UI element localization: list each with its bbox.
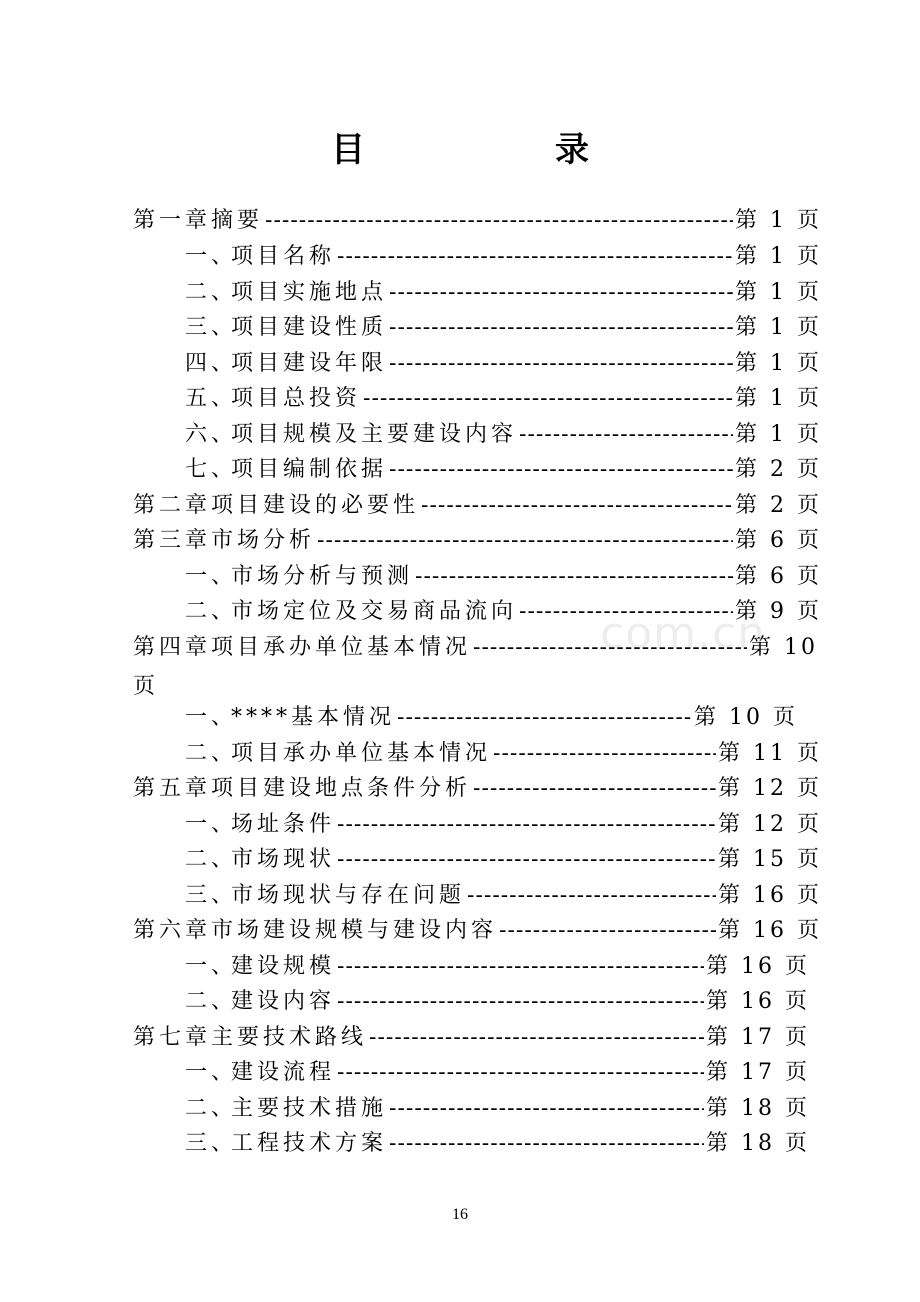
toc-entry-label: 项目名称 <box>231 244 336 269</box>
toc-entry-label: 项目规模及主要建设内容 <box>231 422 518 447</box>
toc-entry-leader <box>337 808 716 842</box>
toc-entry-page: 第 2 页 <box>735 457 822 482</box>
toc-entry-page: 第 17 页 <box>706 1060 810 1085</box>
toc-entry-page: 第 16 页 <box>718 883 822 908</box>
toc-entry <box>185 1056 810 1090</box>
toc-entry-leader <box>337 950 704 984</box>
toc-entry-number: 二、 <box>185 847 238 872</box>
toc-entry-page: 第 1 页 <box>735 244 822 269</box>
toc-entry-page: 第 1 页 <box>735 351 822 376</box>
toc-entry-number: 二、 <box>185 1096 238 1121</box>
toc-entry-number: 二、 <box>185 599 238 624</box>
toc-entry-label: 市场定位及交易商品流向 <box>231 599 518 624</box>
toc-entry-leader <box>337 985 704 1019</box>
toc-entry-page: 第 15 页 <box>718 847 822 872</box>
toc-entry-number: 一、 <box>185 564 238 589</box>
toc-entry-leader <box>389 1092 704 1126</box>
toc-entry <box>133 204 822 238</box>
toc-entry <box>185 311 822 345</box>
toc-entry-leader <box>389 453 733 487</box>
toc-entry <box>185 418 822 452</box>
toc-entry-label: 主要技术措施 <box>231 1096 388 1121</box>
toc-entry-label: 建设流程 <box>231 1060 336 1085</box>
toc-entry-number: 三、 <box>185 315 238 340</box>
toc-entry-leader <box>499 914 716 948</box>
toc-entry <box>133 914 822 948</box>
toc-entry-leader <box>389 1127 704 1161</box>
toc-entry-label: 项目实施地点 <box>231 280 388 305</box>
toc-entry-leader <box>519 418 733 452</box>
toc-entry <box>185 737 822 771</box>
toc-entry-number: 六、 <box>185 422 238 447</box>
toc-entry-number: 第七章 <box>133 1025 212 1050</box>
toc-entry-page: 第 18 页 <box>706 1096 810 1121</box>
toc-entry-page: 第 6 页 <box>735 528 822 553</box>
toc-entry-page: 第 1 页 <box>735 208 822 233</box>
toc-entry-number: 一、 <box>185 244 238 269</box>
toc-entry-number: 二、 <box>185 989 238 1014</box>
toc-entry-leader <box>493 737 716 771</box>
toc-entry <box>133 489 822 523</box>
toc-entry-number: 第二章 <box>133 493 212 518</box>
toc-entry-leader <box>389 311 733 345</box>
toc-entry-label: 市场现状 <box>231 847 336 872</box>
toc-entry-leader <box>519 595 733 629</box>
toc-entry-label: 项目承办单位基本情况 <box>231 741 492 766</box>
toc-entry-number: 四、 <box>185 351 238 376</box>
toc-entry <box>133 524 822 558</box>
toc-entry-leader <box>265 204 733 238</box>
toc-entry-number: 第五章 <box>133 776 212 801</box>
watermark-text: com.cn <box>600 608 767 659</box>
toc-entry <box>133 772 822 806</box>
toc-entry-leader <box>397 701 692 735</box>
toc-entry-page: 第 1 页 <box>735 422 822 447</box>
toc-entry-leader <box>421 489 733 523</box>
toc-entry <box>185 453 822 487</box>
toc-entry-label: ****基本情况 <box>231 705 396 730</box>
page-title: 目 录 <box>331 130 667 170</box>
toc-entry-leader <box>337 240 733 274</box>
toc-entry-page: 第 12 页 <box>718 812 822 837</box>
toc-entry-number: 一、 <box>185 705 238 730</box>
toc-entry-leader <box>473 631 747 665</box>
toc-entry-leader <box>389 347 733 381</box>
toc-entry-page: 第 12 页 <box>718 776 822 801</box>
toc-entry-number: 第三章 <box>133 528 212 553</box>
toc-entry-page: 第 6 页 <box>735 564 822 589</box>
toc-entry-leader <box>363 382 733 416</box>
toc-entry-leader <box>415 560 733 594</box>
toc-entry-page: 第 16 页 <box>718 918 822 943</box>
toc-entry <box>185 701 798 735</box>
toc-entry <box>133 631 818 665</box>
toc-entry-number: 七、 <box>185 457 238 482</box>
toc-entry-page: 第 2 页 <box>735 493 822 518</box>
toc-entry <box>185 950 810 984</box>
toc-entry-page: 第 1 页 <box>735 315 822 340</box>
toc-entry-label: 市场现状与存在问题 <box>231 883 466 908</box>
page-number: 16 <box>452 1206 468 1223</box>
toc-entry-number: 三、 <box>185 1131 238 1156</box>
toc-entry <box>185 808 822 842</box>
toc-entry <box>185 276 822 310</box>
toc-entry-page: 第 1 页 <box>735 280 822 305</box>
toc-entry <box>185 1127 810 1161</box>
toc-entry-label: 项目编制依据 <box>231 457 388 482</box>
toc-entry-leader <box>317 524 733 558</box>
toc-entry-page: 第 10 页 <box>694 705 798 730</box>
toc-entry-label: 主要技术路线 <box>211 1025 368 1050</box>
toc-entry-number: 第四章 <box>133 635 212 660</box>
toc-entry-label: 市场建设规模与建设内容 <box>211 918 498 943</box>
toc-entry-label: 工程技术方案 <box>231 1131 388 1156</box>
toc-entry <box>185 382 822 416</box>
toc-entry-label: 建设规模 <box>231 954 336 979</box>
toc-entry <box>185 560 822 594</box>
toc-entry-label: 项目建设性质 <box>231 315 388 340</box>
toc-entry-label: 市场分析 <box>211 528 316 553</box>
toc-entry-page: 第 16 页 <box>706 989 810 1014</box>
toc-entry-number: 二、 <box>185 280 238 305</box>
toc-entry <box>185 1092 810 1126</box>
toc-entry-leader <box>389 276 733 310</box>
toc-entry-page: 第 18 页 <box>706 1131 810 1156</box>
toc-entry <box>185 879 822 913</box>
toc-entry-leader <box>467 879 716 913</box>
toc-entry-leader <box>337 843 716 877</box>
toc-entry-label: 市场分析与预测 <box>231 564 414 589</box>
toc-entry-label: 项目建设地点条件分析 <box>211 776 472 801</box>
toc-entry <box>185 347 822 381</box>
toc-entry-leader <box>473 772 716 806</box>
toc-entry-number: 三、 <box>185 883 238 908</box>
toc-entry-page: 第 17 页 <box>706 1025 810 1050</box>
toc-entry-label: 场址条件 <box>231 812 336 837</box>
toc-entry-wrapped-tail: 页 <box>133 674 156 699</box>
toc-entry-page: 第 9 页 <box>735 599 822 624</box>
toc-entry-label: 摘要 <box>211 208 264 233</box>
toc-entry-label: 项目建设年限 <box>231 351 388 376</box>
toc-entry <box>133 1021 810 1055</box>
toc-entry-page: 第 1 页 <box>735 386 822 411</box>
toc-entry-label: 项目总投资 <box>231 386 362 411</box>
toc-entry-leader <box>337 1056 704 1090</box>
toc-entry <box>185 240 822 274</box>
toc-entry-page: 第 16 页 <box>706 954 810 979</box>
toc-entry-leader <box>369 1021 704 1055</box>
toc-entry <box>185 843 822 877</box>
toc-entry-number: 五、 <box>185 386 238 411</box>
toc-entry-page: 第 11 页 <box>718 741 822 766</box>
toc-entry-page: 第 10 <box>749 635 818 660</box>
toc-entry-number: 第六章 <box>133 918 212 943</box>
toc-entry-label: 建设内容 <box>231 989 336 1014</box>
toc-entry-number: 一、 <box>185 1060 238 1085</box>
toc-entry-number: 一、 <box>185 954 238 979</box>
toc-entry-number: 二、 <box>185 741 238 766</box>
toc-entry-label: 项目承办单位基本情况 <box>211 635 472 660</box>
toc-entry <box>185 985 810 1019</box>
toc-entry-number: 第一章 <box>133 208 212 233</box>
toc-entry <box>185 595 822 629</box>
toc-entry-number: 一、 <box>185 812 238 837</box>
toc-entry-label: 项目建设的必要性 <box>211 493 420 518</box>
